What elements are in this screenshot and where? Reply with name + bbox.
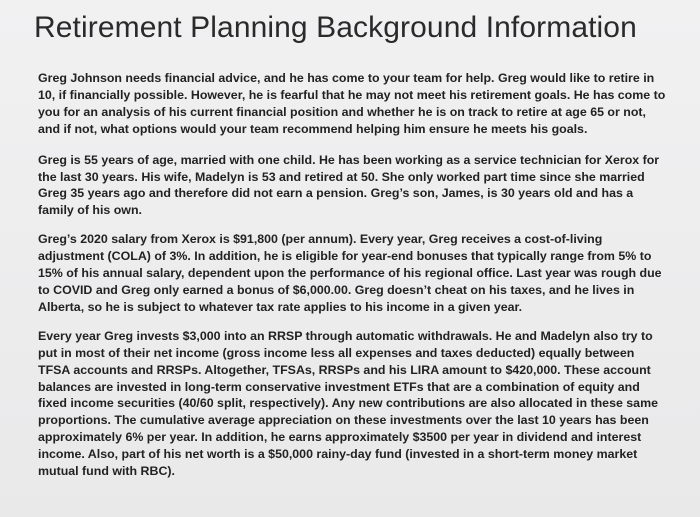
paragraph-salary: Greg’s 2020 salary from Xerox is $91,800 (per annum). Every year, Greg receives a cost-of-living adjustment (COLA) of 3%. In addition, he is eligible for year-end bonuses that typically range from 5% to 15% of his annual salary, dependent upon the performance of his regional office. Last year was rough due to COVID and Greg only earned a bonus of $6,000.00. Greg doesn’t cheat on his taxes, and he lives in Alberta, so he is subject to whatever tax rate applies to his income in a given year.: [38, 232, 662, 314]
paragraph-investments: Every year Greg invests $3,000 into an RRSP through automatic withdrawals. He and Madelyn also try to put in most of their net income (gross income less all expenses and taxes deducted) equally between TFSA accounts and RRSPs. Altogether, TFSAs, RRSPs and his LIRA amount to $420,000. These account balances are invested in long-term conservative investment ETFs that are a combination of equity and fixed income securities (40/60 split, respectively). Any new contributions are also allocated in these same proportions. The cumulative average appreciation on these investments over the last 10 years has been approximately 6% per year. In addition, he earns approximately $3500 per year in dividend and interest income. Also, part of his net worth is a $50,000 rainy-day fund (invested in a short-term money market mutual fund with RBC).: [38, 328, 658, 479]
document-body: [38, 70, 666, 480]
paragraph-intro: Greg Johnson needs financial advice, and he has come to your team for help. Greg would like to retire in 10, if financially possible. However, he is fearful that he may not meet his retirement goals. He has come to you for an analysis of his current financial position and whether he is on track to retire at age 65 or not, and if not, what options would your team recommend helping him ensure he meets his goals.: [38, 71, 666, 136]
paragraph-family: Greg is 55 years of age, married with one child. He has been working as a service technician for Xerox for the last 30 years. His wife, Madelyn is 53 and retired at 50. She only worked part time since she married Greg 35 years ago and therefore did not earn a pension. Greg’s son, James, is 30 years old and has a family of his own.: [38, 152, 660, 218]
page-title: Retirement Planning Background Information: [34, 11, 637, 44]
